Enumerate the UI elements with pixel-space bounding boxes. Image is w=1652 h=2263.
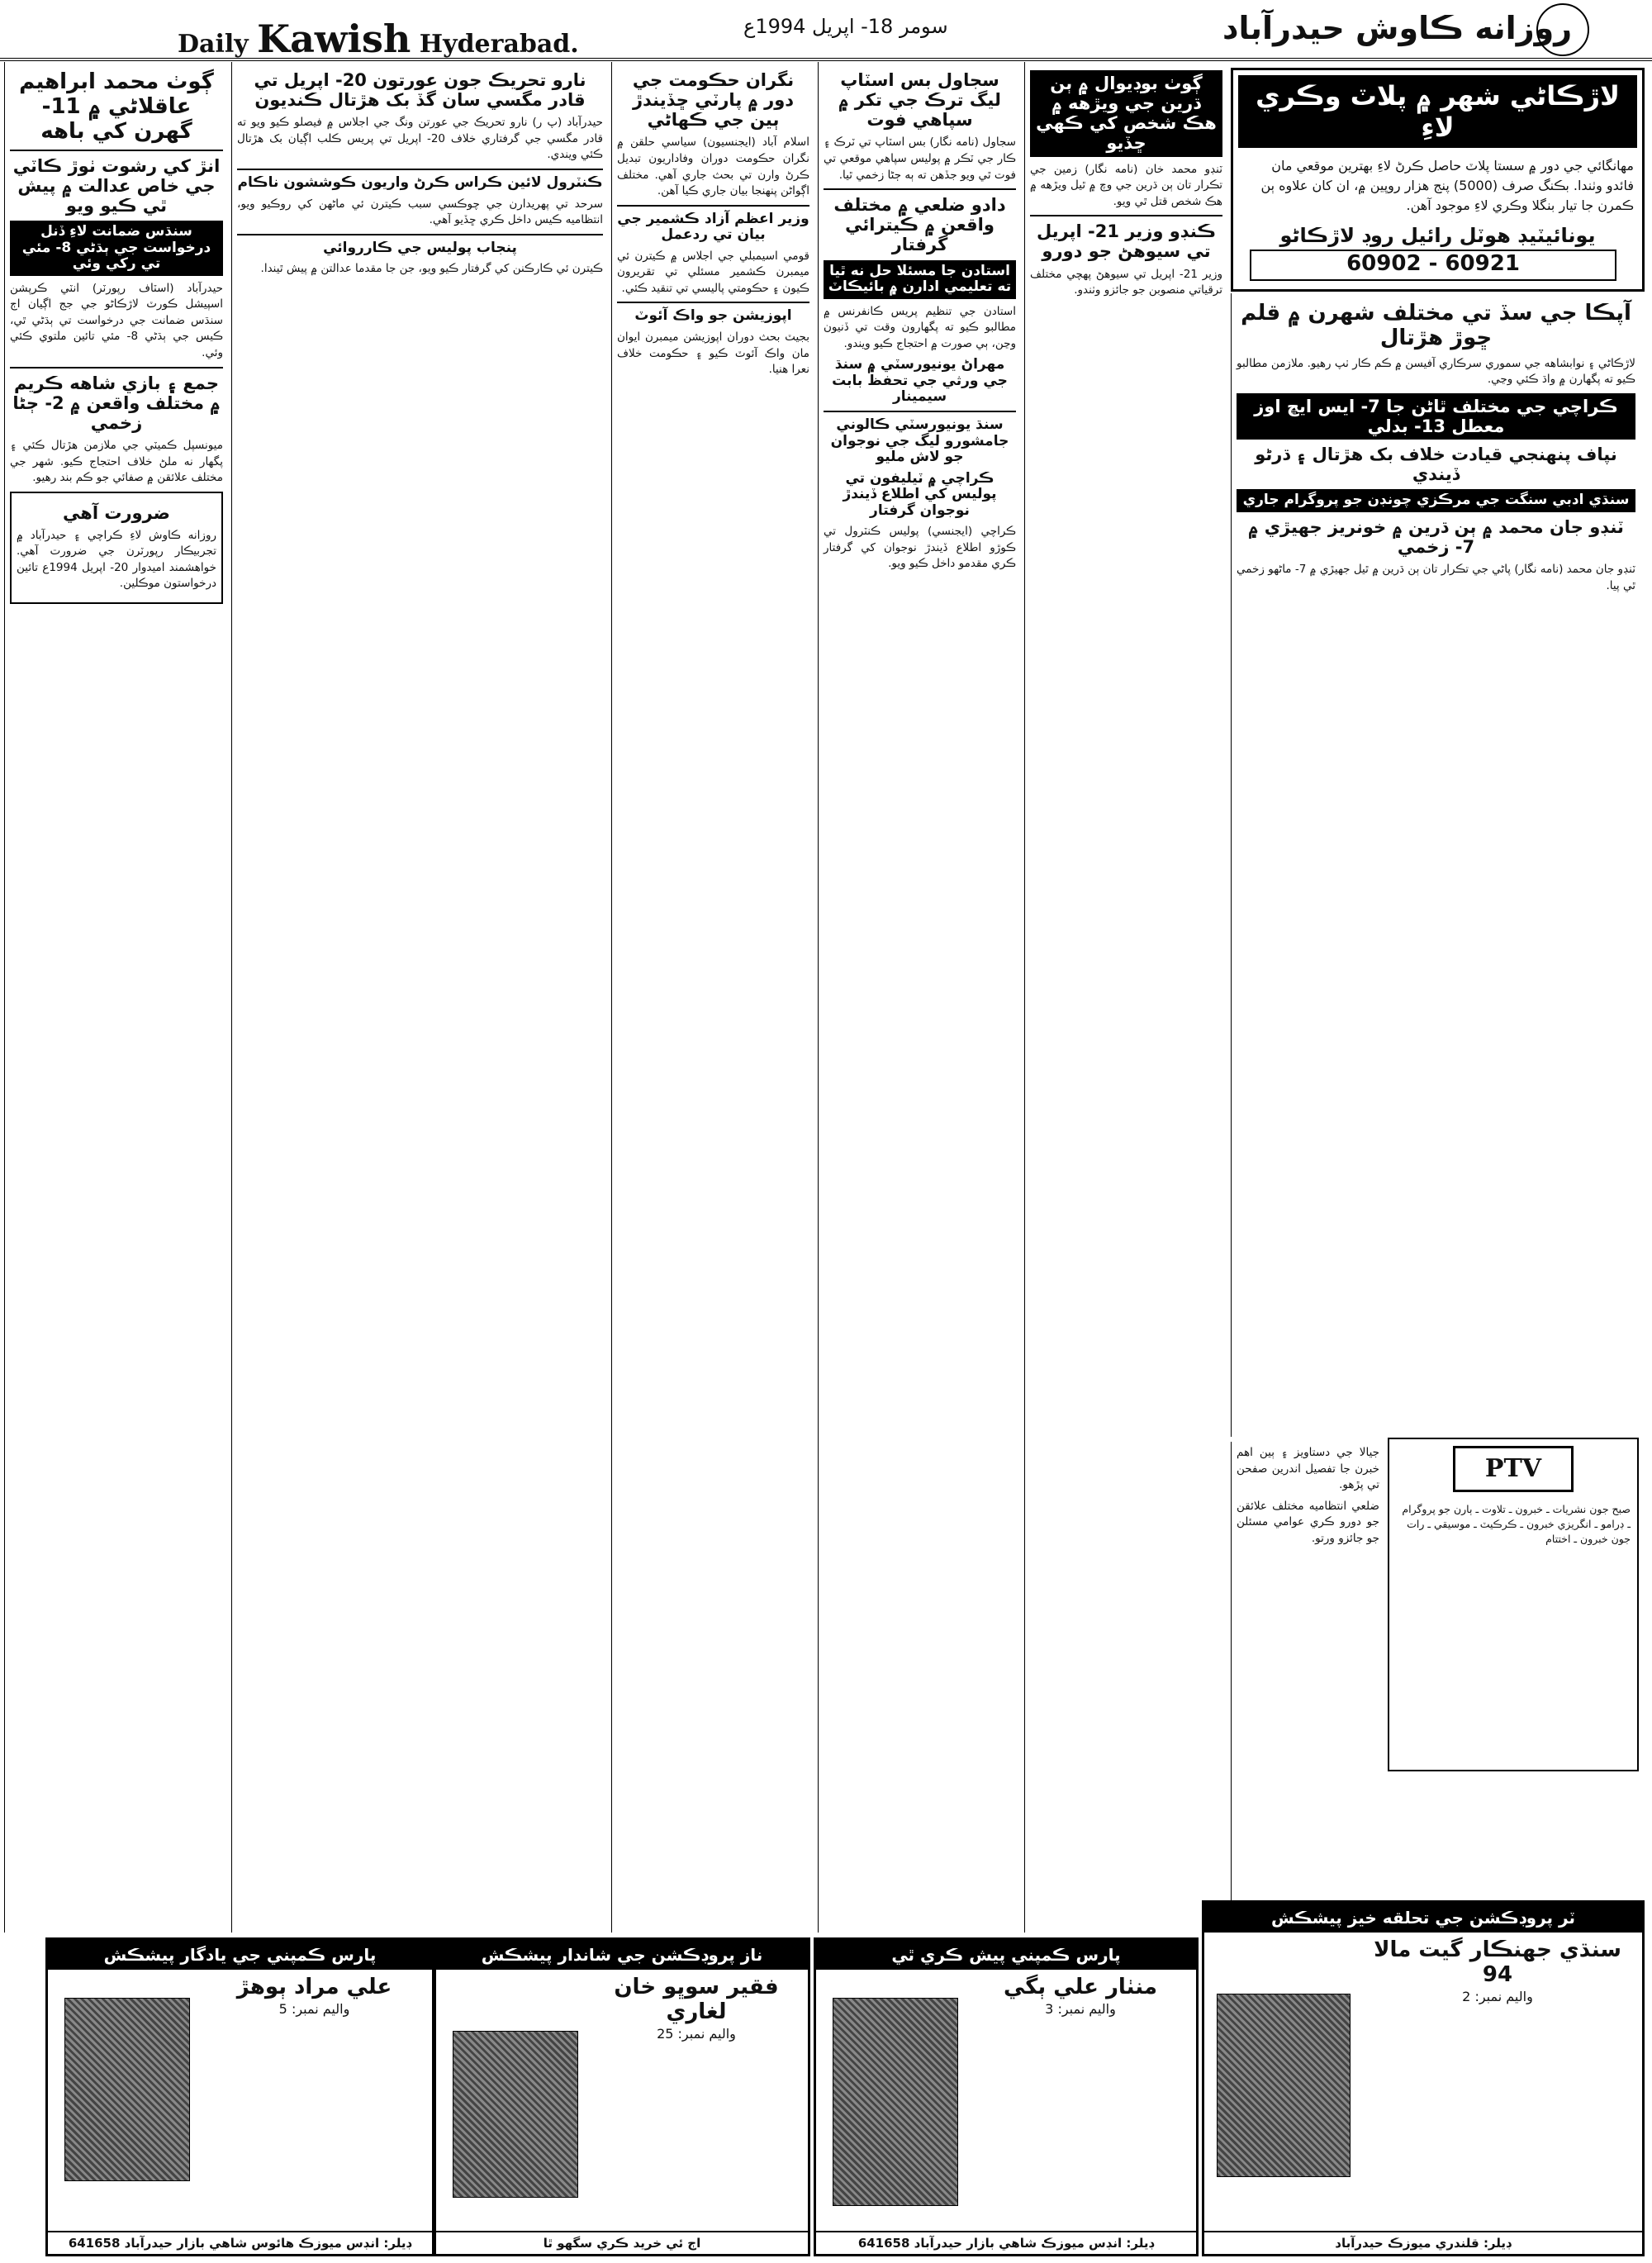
article-body: استادن جي تنظيم پريس ڪانفرنس ۾ مطالبو ڪيو ته پگهارون وقت تي ڏنيون وڃن، ٻي صورت ۾ احتجاج ڪيو ويندو.: [824, 304, 1016, 350]
ad-volume: واليم نمبر: 5: [278, 2001, 350, 2017]
masthead-english: [178, 17, 579, 61]
ad-singer-name: منٺار علي ٻگي: [1003, 1975, 1158, 1999]
headline: ڪنٽرول لائين ڪراس ڪرڻ واريون ڪوششون ناڪام: [237, 174, 603, 191]
ptv-schedule: [1388, 1438, 1639, 1771]
singer-photo: [1217, 1994, 1351, 2177]
subheadline: سنڌس ضمانت لاءِ ڏنل درخواست جي ٻڌڻي 8- مئي تي رکي وئي: [10, 221, 223, 276]
masthead-seal-icon: [1536, 3, 1589, 56]
divider: [617, 205, 809, 207]
headline: نپاف پنهنجي قيادت خلاف بک هڙتال ۽ ڌرڻو ڏيندي: [1255, 445, 1617, 485]
ad-album-name: سنڌي جهنڪار گيت مالا 94: [1374, 1937, 1621, 1987]
headline: ڳوٺ محمد ابراهيم عاقلاڻي ۾ 11- گهرن کي باهه: [19, 69, 214, 144]
ad-phone: 60921 - 60902: [1250, 250, 1616, 281]
notice-title: ضرورت آهي: [63, 502, 170, 523]
headline: نگران حڪومت جي دور ۾ پارٽي ڇڏيندڙ ٻين جي ڪهاڻي: [632, 70, 795, 131]
masthead: [0, 0, 1652, 61]
column-7: [1231, 1442, 1384, 1933]
headline: پنجاب پوليس جي ڪارروائي: [323, 239, 517, 256]
ad-dealer: ڊيلر: انڊس ميوزڪ هائوس شاهي بازار حيدرآباد 641658: [48, 2231, 432, 2254]
singer-photo: [64, 1998, 190, 2181]
article-body: ٽنڊو محمد خان (نامه نگار) زمين جي تڪرار تان ٻن ڌرين جي وچ ۾ ٿيل ويڙهه ۾ هڪ شخص قتل ٿي ويو.: [1030, 162, 1222, 208]
article-body: ضلعي انتظاميه مختلف علائقن جو دورو ڪري عوامي مسئلن جو جائزو ورتو.: [1237, 1499, 1379, 1545]
ad-dealer: ڊيلر: قلندري ميوزڪ حيدرآباد: [1204, 2231, 1642, 2254]
ad-volume: واليم نمبر: 2: [1462, 1989, 1533, 2004]
article-body: جيالا جي دستاويز ۽ ٻين اهم خبرن جا تفصيل اندرين صفحن تي پڙهو.: [1237, 1446, 1379, 1492]
headline: دادو ضلعي ۾ مختلف واقعن ۾ ڪيترائي گرفتار: [833, 195, 1006, 255]
article-body: ڪيترن ئي ڪارڪنن کي گرفتار ڪيو ويو، جن جا مقدما عدالتن ۾ پيش ٿيندا.: [260, 262, 603, 276]
article-body: وزير 21- اپريل تي سيوهڻ پهچي مختلف ترقياتي منصوبن جو جائزو وٺندو.: [1030, 267, 1222, 297]
singer-photo: [453, 2031, 578, 2198]
ad-hotel: يونائيٽيڊ هوٽل رائيل روڊ لاڙڪاڻو: [1279, 224, 1596, 247]
ptv-logo: PTV: [1453, 1446, 1574, 1492]
headline: استادن جا مسئلا حل نه ٿيا ته تعليمي ادارن ۾ بائيڪاٽ: [824, 260, 1016, 299]
article-body: ڪراچي (ايجنسي) پوليس ڪنٽرول تي ڪوڙو اطلاع ڏيندڙ نوجوان کي گرفتار ڪري مقدمو داخل ڪيو ويو.: [824, 525, 1016, 571]
headline: اپوزيشن جو واڪ آئوٽ: [634, 307, 792, 325]
headline: ڪنڊو وزير 21- اپريل تي سيوهڻ جو دورو: [1036, 221, 1217, 262]
column-1: [4, 62, 228, 1933]
ad-footer: اڄ ئي خريد ڪري سگهو ٿا: [436, 2231, 808, 2254]
masthead-kawish: Kawish: [257, 17, 411, 61]
divider: [824, 411, 1016, 412]
divider: [10, 367, 223, 368]
divider: [1030, 215, 1222, 216]
article-body: اسلام آباد (ايجنسيون) سياسي حلقن ۾ نگران حڪومت دوران وفاداريون تبديل ڪرڻ وارن تي بحث جاري آهي. مختلف اڳواڻن پنهنجا بيان جاري ڪيا آهن.: [617, 135, 809, 198]
plot-sale-ad: [1231, 68, 1645, 292]
singer-photo: [833, 1998, 958, 2206]
column-2: [231, 62, 608, 1933]
notice-body: روزانه ڪاوش لاءِ ڪراچي ۽ حيدرآباد ۾ تجربيڪار رپورٽرن جي ضرورت آهي. خواهشمند اميدوار 20- اپريل 1994ع تائين درخواستون موڪلين.: [17, 528, 216, 591]
article-body: بجيٽ بحث دوران اپوزيشن ميمبرن ايوان مان واڪ آئوٽ ڪيو ۽ حڪومت خلاف نعرا هنيا.: [617, 330, 809, 377]
ad-title: لاڙڪاڻي شهر ۾ پلاٽ وڪري لاءِ: [1238, 75, 1637, 148]
article-body: ٽنڊو جان محمد (نامه نگار) پاڻي جي تڪرار تان ٻن ڌرين ۾ ٿيل جهيڙي ۾ 7- ماڻهو زخمي ٿي پيا.: [1237, 563, 1635, 592]
article-body: ميونسپل ڪميٽي جي ملازمن هڙتال ڪئي ۽ پگهار نه ملڻ خلاف احتجاج ڪيو. شهر جي مختلف علائقن ۾ صفائي جو ڪم بند رهيو.: [10, 438, 223, 485]
ad-head: ناز پروڊڪشن جي شاندار پيشڪش: [436, 1940, 808, 1970]
headline: نارو تحريڪ جون عورتون 20- اپريل تي قادر مگسي سان گڏ بک هڙتال ڪنديون: [254, 70, 586, 111]
headline: ڪراچي ۾ ٽيليفون تي پوليس کي اطلاع ڏيندڙ نوجوان گرفتار: [843, 469, 997, 519]
ad-volume: واليم نمبر: 25: [657, 2026, 736, 2042]
headline: وزير اعظم آزاد ڪشمير جي بيان تي ردعمل: [617, 210, 809, 244]
headline: انڙ کي رشوت ٺوڙ ڪاٽي جي خاص عدالت ۾ پيش ٿي ڪيو ويو: [12, 155, 221, 216]
ptv-program-list: صبح جون نشريات ـ خبرون ـ تلاوت ـ ٻارن جو پروگرام ـ ڊرامو ـ انگريزي خبرون ـ ڪرڪيٽ ـ موسيقي ـ رات جون خبرون ـ اختتام: [1402, 1503, 1631, 1546]
headline: ڪراچي جي مختلف ٿاڻن جا 7- ايس ايڇ اوز معطل 13- بدلي: [1237, 393, 1635, 440]
divider: [617, 302, 809, 303]
article-body: سجاول (نامه نگار) بس اسٽاپ تي ٽرڪ ۽ ڪار جي ٽڪر ۾ پوليس سپاهي موقعي تي فوت ٿي ويو جڏهن ته ٻه ڄڻا زخمي ٿيا.: [824, 135, 1016, 182]
article-body: حيدرآباد (پ ر) نارو تحريڪ جي عورتن ونگ جي اجلاس ۾ فيصلو ڪيو ويو ته قادر مگسي جي گرفتاري خلاف 20- اپريل تي پريس ڪلب اڳيان بک هڙتال ڪئي ويندي.: [237, 116, 603, 162]
ad-tar-production: [1202, 1900, 1645, 2256]
headline: ڳوٺ بوڊيوال ۾ ٻن ڌرين جي ويڙهه ۾ هڪ شخص کي ڪهي ڇڏيو: [1030, 70, 1222, 157]
masthead-city: Hyderabad.: [419, 30, 579, 59]
ad-naz-production: [434, 1937, 810, 2256]
column-5: [1024, 62, 1227, 1933]
divider: [10, 150, 223, 151]
headline: ٽنڊو جان محمد ۾ ٻن ڌرين ۾ خونريز جهيڙي ۾ 7- زخمي: [1248, 517, 1624, 558]
ad-head: پارس ڪمپني پيش ڪري ٿي: [816, 1940, 1196, 1970]
notice-box: [10, 492, 223, 604]
divider: [824, 188, 1016, 190]
article-body: سرحد تي پهريدارن جي چوڪسي سبب ڪيترن ئي ماڻهن کي روڪيو ويو، انتظاميه ڪيس داخل ڪري ڇڏيو آهي.: [237, 197, 603, 227]
column-6: [1231, 293, 1640, 1437]
ad-singer-name: علي مراد ٻوهڙ: [236, 1975, 392, 1999]
headline: جمع ۽ بازي شاهه ڪريم ۾ مختلف واقعن ۾ 2- ڄڻا زخمي: [12, 373, 221, 433]
headline: سجاول بس اسٽاپ ليگ ترڪ جي تکر ۾ سپاهي فوت: [838, 70, 1001, 131]
headline: مهراڻ يونيورسٽي ۾ سنڌ جي ورثي جي تحفظ بابت سيمينار: [832, 356, 1008, 406]
ad-dealer: ڊيلر: انڊس ميوزڪ شاهي بازار حيدرآباد 641658: [816, 2231, 1196, 2254]
article-body: لاڙڪاڻي ۽ نوابشاهه جي سموري سرڪاري آفيسن ۾ ڪم ڪار ٺپ رهيو. ملازمن مطالبو ڪيو ته پگهارن ۾ واڌ ڪئي وڃي.: [1237, 356, 1635, 387]
headline: سنڌ يونيورسٽي ڪالوني جامشورو ليگ جي نوجوان جو لاش مليو: [830, 416, 1009, 466]
headline: سنڌي ادبي سنگت جي مرڪزي چونڊن جو پروگرام جاري: [1237, 489, 1635, 512]
ad-singer-name: فقير سوڀو خان لغاري: [614, 1975, 779, 2024]
ad-description: مهانگائي جي دور ۾ سستا پلاٽ حاصل ڪرڻ لاءِ بهترين موقعي مان فائدو وٺندا. بڪنگ صرف (5000) پنج هزار روپين ۾، ان کان علاوه ٻن ڪمرن جا تيار بنگلا وڪري لاءِ موجود آهن.: [1260, 158, 1634, 213]
masthead-urdu-title: روزانه ڪاوش حيدرآباد: [1222, 10, 1573, 46]
headline: آپڪا جي سڏ تي مختلف شهرن ۾ قلم ڇوڙ هڙتال: [1241, 301, 1631, 350]
ad-paras-company-1: [45, 1937, 434, 2256]
divider: [237, 234, 603, 235]
ad-paras-company-2: [814, 1937, 1199, 2256]
ad-head: پارس ڪمپني جي يادگار پيشڪش: [48, 1940, 432, 1970]
article-body: قومي اسيمبلي جي اجلاس ۾ ڪيترن ئي ميمبرن ڪشمير مسئلي تي تقريرون ڪيون ۽ حڪومتي پاليسي تي تنقيد ڪئي.: [617, 249, 809, 295]
column-3: [611, 62, 814, 1933]
ad-head: ٽر پروڊڪشن جي تحلقه خيز پيشڪش: [1204, 1903, 1642, 1933]
divider: [237, 169, 603, 170]
masthead-daily: Daily: [178, 30, 249, 59]
article-body: حيدرآباد (اسٽاف رپورٽر) انٽي ڪرپشن اسپيشل ڪورٽ لاڙڪاڻو جي جج اڳيان اڄ سنڌس ضمانت جي درخواست تي ٻڌڻي ٿي، ڪيس جي ٻڌڻي 8- مئي تائين ملتوي ڪئي وئي.: [10, 281, 223, 359]
masthead-date: سومر 18- اپريل 1994ع: [743, 15, 948, 38]
column-4: [818, 62, 1021, 1933]
ad-volume: واليم نمبر: 3: [1045, 2001, 1116, 2017]
